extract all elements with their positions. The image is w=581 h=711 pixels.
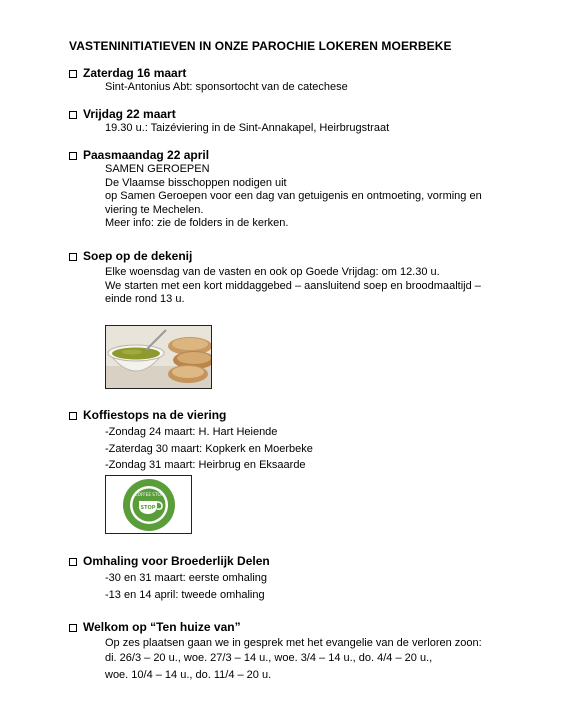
section-line: We starten met een kort middaggebed – aansluitend soep en broodmaaltijd –: [105, 279, 481, 292]
section-line: Elke woensdag van de vasten en ook op Goede Vrijdag: om 12.30 u.: [105, 266, 440, 278]
section-heading: Omhaling voor Broederlijk Delen: [83, 554, 270, 568]
checkbox-icon: [69, 624, 77, 632]
section-line: Op zes plaatsen gaan we in gesprek met het evangelie van de verloren zoon:: [105, 637, 482, 649]
section-line: -Zondag 31 maart: Heirbrug en Eksaarde: [105, 459, 306, 471]
checkbox-icon: [69, 111, 77, 119]
checkbox-icon: [69, 253, 77, 261]
section-heading: Paasmaandag 22 april: [83, 148, 210, 162]
section-line: De Vlaamse bisschoppen nodigen uit: [105, 176, 287, 189]
section-vrijdag-22-maart: [68, 107, 538, 136]
section-heading: Koffiestops na de viering: [83, 408, 227, 422]
section-omhaling: [68, 554, 538, 603]
logo-ring-text: COFFEE STOP: [134, 492, 164, 497]
section-line: 19.30 u.: Taizéviering in de Sint-Annakapel, Heirbrugstraat: [105, 122, 390, 134]
section-soep-op-de-dekenij: [68, 249, 538, 307]
section-heading: Welkom op “Ten huize van”: [83, 620, 241, 634]
section-line: SAMEN GEROEPEN: [105, 163, 210, 175]
section-line: -Zaterdag 30 maart: Kopkerk en Moerbeke: [105, 442, 313, 455]
section-ten-huize-van: [68, 620, 538, 682]
section-zaterdag-16-maart: [68, 66, 538, 95]
section-paasmaandag: [68, 148, 538, 231]
section-line: einde rond 13 u.: [105, 293, 185, 306]
section-heading: Zaterdag 16 maart: [83, 66, 187, 80]
section-line: Meer info: zie de folders in de kerken.: [105, 217, 289, 230]
section-heading: Soep op de dekenij: [83, 249, 193, 263]
coffee-stop-logo: [105, 475, 192, 534]
section-line: di. 26/3 – 20 u., woe. 27/3 – 14 u., woe. 3/4 – 14 u., do. 4/4 – 20 u.,: [105, 651, 433, 664]
section-line: viering te Mechelen.: [105, 203, 204, 216]
soup-bowl-illustration: [106, 326, 212, 389]
section-line: -Zondag 24 maart: H. Hart Heiende: [105, 426, 278, 438]
section-line: -30 en 31 maart: eerste omhaling: [105, 572, 268, 584]
section-line: Sint-Antonius Abt: sponsortocht van de catechese: [105, 81, 348, 93]
coffee-cup-icon: [106, 476, 192, 534]
checkbox-icon: [69, 412, 77, 420]
checkbox-icon: [69, 70, 77, 78]
section-line: op Samen Geroepen voor een dag van getuigenis en ontmoeting, vorming en: [105, 190, 482, 203]
checkbox-icon: [69, 152, 77, 160]
logo-center-text: STOP: [140, 505, 156, 511]
section-koffiestops: [68, 408, 538, 474]
page-title: VASTENINITIATIEVEN IN ONZE PAROCHIE LOKEREN MOERBEKE: [69, 39, 452, 53]
soup-photo: [105, 325, 212, 389]
section-line: woe. 10/4 – 14 u., do. 11/4 – 20 u.: [105, 668, 272, 681]
checkbox-icon: [69, 558, 77, 566]
section-heading: Vrijdag 22 maart: [83, 107, 176, 121]
section-line: -13 en 14 april: tweede omhaling: [105, 588, 265, 601]
